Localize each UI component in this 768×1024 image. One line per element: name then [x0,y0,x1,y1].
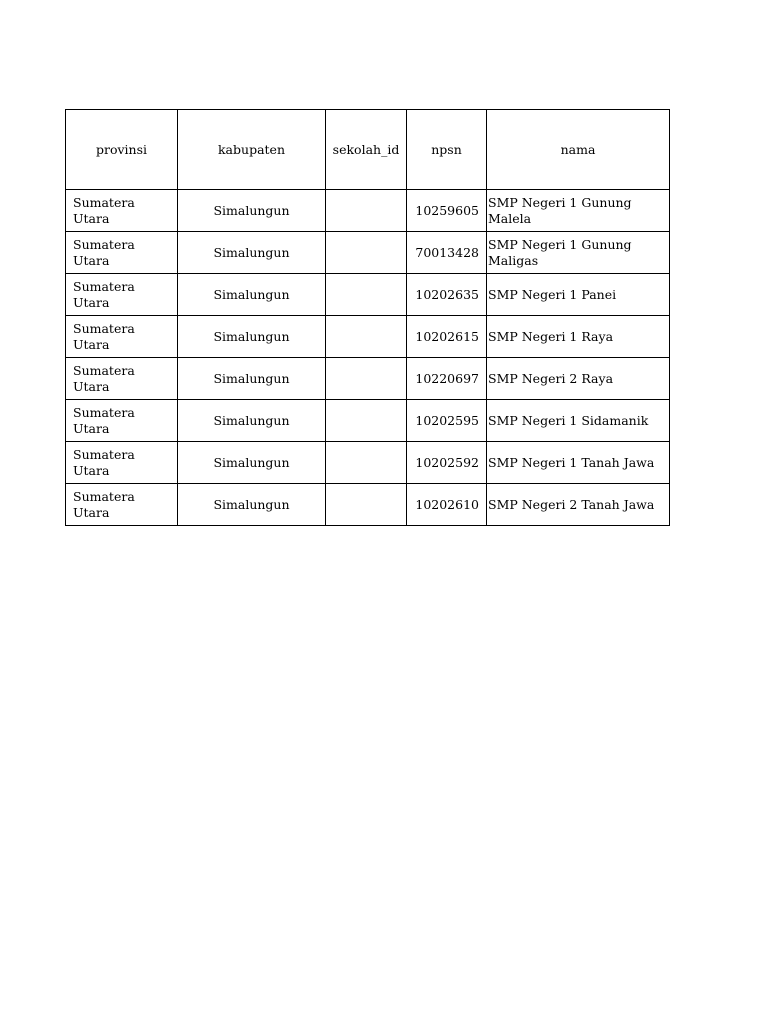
cell-sekolah-id [326,484,407,526]
cell-npsn: 10220697 [407,358,487,400]
table-row [66,484,670,526]
column-header-npsn: npsn [407,110,487,190]
cell-nama: SMP Negeri 1 Tanah Jawa [487,442,670,484]
cell-provinsi: Sumatera Utara [66,316,178,358]
school-table [65,109,670,526]
cell-sekolah-id [326,358,407,400]
cell-kabupaten: Simalungun [178,358,326,400]
cell-kabupaten: Simalungun [178,190,326,232]
cell-provinsi: Sumatera Utara [66,190,178,232]
cell-sekolah-id [326,274,407,316]
cell-kabupaten: Simalungun [178,232,326,274]
cell-kabupaten: Simalungun [178,442,326,484]
cell-kabupaten: Simalungun [178,316,326,358]
column-header-provinsi: provinsi [66,110,178,190]
table-row [66,232,670,274]
school-table-container [65,109,670,526]
table-row [66,190,670,232]
cell-provinsi: Sumatera Utara [66,442,178,484]
table-row [66,400,670,442]
cell-npsn: 70013428 [407,232,487,274]
column-header-nama: nama [487,110,670,190]
column-header-sekolah-id: sekolah_id [326,110,407,190]
cell-provinsi: Sumatera Utara [66,232,178,274]
table-row [66,442,670,484]
table-header-row [66,110,670,190]
table-row [66,316,670,358]
cell-nama: SMP Negeri 1 Raya [487,316,670,358]
cell-nama: SMP Negeri 1 Gunung Maligas [487,232,670,274]
cell-npsn: 10202592 [407,442,487,484]
cell-npsn: 10202595 [407,400,487,442]
cell-sekolah-id [326,442,407,484]
cell-provinsi: Sumatera Utara [66,484,178,526]
cell-npsn: 10259605 [407,190,487,232]
table-row [66,358,670,400]
cell-provinsi: Sumatera Utara [66,274,178,316]
column-header-kabupaten: kabupaten [178,110,326,190]
cell-kabupaten: Simalungun [178,274,326,316]
cell-sekolah-id [326,316,407,358]
cell-sekolah-id [326,400,407,442]
cell-kabupaten: Simalungun [178,484,326,526]
cell-provinsi: Sumatera Utara [66,400,178,442]
table-row [66,274,670,316]
cell-sekolah-id [326,232,407,274]
cell-nama: SMP Negeri 2 Tanah Jawa [487,484,670,526]
cell-npsn: 10202635 [407,274,487,316]
cell-kabupaten: Simalungun [178,400,326,442]
cell-npsn: 10202610 [407,484,487,526]
cell-nama: SMP Negeri 2 Raya [487,358,670,400]
cell-nama: SMP Negeri 1 Gunung Malela [487,190,670,232]
cell-npsn: 10202615 [407,316,487,358]
cell-provinsi: Sumatera Utara [66,358,178,400]
cell-sekolah-id [326,190,407,232]
cell-nama: SMP Negeri 1 Panei [487,274,670,316]
cell-nama: SMP Negeri 1 Sidamanik [487,400,670,442]
